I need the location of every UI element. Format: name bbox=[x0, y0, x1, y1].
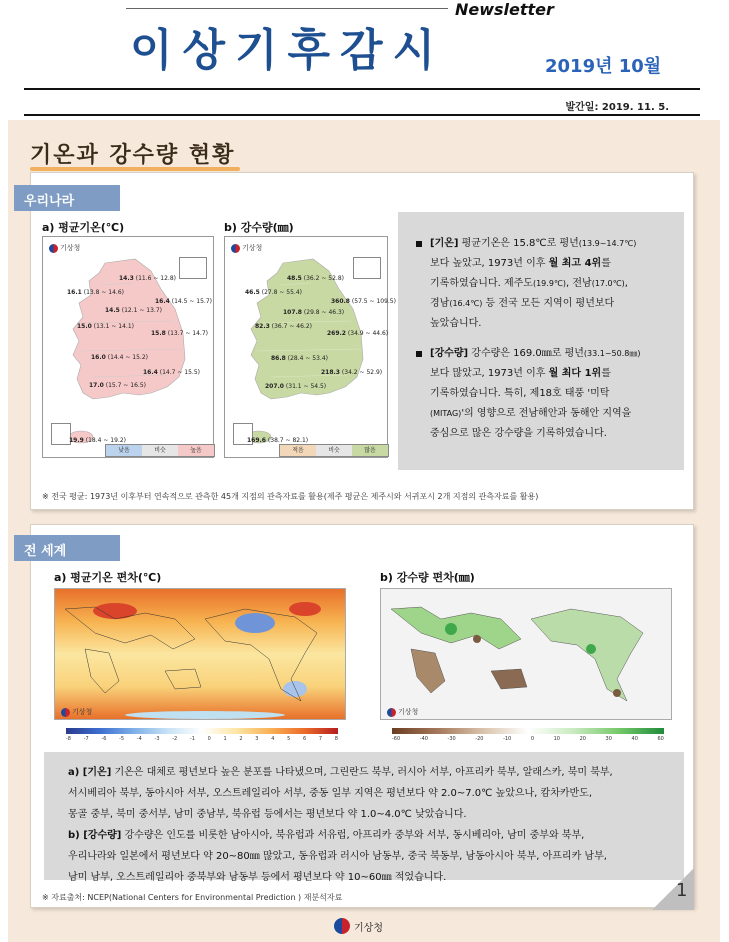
kma-name: 기상청 bbox=[398, 708, 419, 716]
korea-temp-map bbox=[42, 236, 214, 458]
section-title: 기온과 강수량 현황 bbox=[30, 142, 236, 168]
issue-month: 2019년 10월 bbox=[545, 56, 662, 77]
temp-region-7: 16.4 (14.7 ~ 15.5) bbox=[143, 369, 200, 376]
temp-region-0: 14.3 (11.6 ~ 12.8) bbox=[119, 275, 176, 282]
publish-date: 발간일: 2019. 11. 5. bbox=[565, 102, 669, 113]
precip-region-2: 360.8 (57.5 ~ 109.5) bbox=[331, 298, 396, 305]
korea-precip-summary: [강수량] 강수량은 169.0㎜로 평년(33.1~50.8㎜) 보다 많았고, 1973년 이후 월 최다 1위를 기록하였습니다. 특히, 제18호 태풍 '미탁 (MITAG)'의 영향으로 전남해안과 동해안 지역을 중심으로 많은 강수량을 기록하였습니다. bbox=[416, 344, 668, 444]
temp-legend bbox=[105, 444, 215, 457]
header-top-line bbox=[126, 8, 448, 9]
temp-region-8: 17.0 (15.7 ~ 16.5) bbox=[89, 382, 146, 389]
precip-legend bbox=[279, 444, 389, 457]
world-temp-map bbox=[54, 588, 346, 720]
world-temp-summary-1: a) [기온] 기온은 대체로 평년보다 높은 분포를 나타냈으며, 그린란드 북부, 러시아 서부, 아프리카 북부, 알래스카, 북미 북부, bbox=[68, 767, 613, 778]
temp-region-1: 16.1 (13.8 ~ 14.6) bbox=[67, 289, 124, 296]
precip-region-5: 269.2 (34.9 ~ 44.6) bbox=[327, 330, 389, 337]
korea-summary-box bbox=[398, 212, 684, 470]
legend-high: 높음 bbox=[178, 445, 214, 456]
data-source-note: ※ 자료출처: NCEP(National Centers for Environmental Prediction ) 재분석자료 bbox=[42, 893, 343, 902]
korea-temp-summary: [기온] 평균기온은 15.8℃로 평년(13.9~14.7℃) 보다 높았고, 1973년 이후 월 최고 4위를 기록하였습니다. 제주도(19.9℃), 전남(17.0℃), 경남(16.4℃) 등 전국 모든 지역이 평년보다 높았습니다. bbox=[416, 234, 668, 334]
legend-normal: 비슷 bbox=[316, 445, 352, 456]
world-precip-summary-3: 남미 남부, 오스트레일리아 중북부와 남동부 등에서 평년보다 약 10~60㎜ 적었습니다. bbox=[68, 872, 447, 883]
precip-region-7: 218.3 (34.2 ~ 52.9) bbox=[321, 369, 383, 376]
temp-region-2: 16.4 (14.5 ~ 15.7) bbox=[155, 298, 212, 305]
footer-agency-name: 기상청 bbox=[354, 922, 383, 934]
world-summary-box bbox=[44, 752, 684, 883]
world-temp-shape bbox=[55, 589, 345, 719]
ulleung-inset bbox=[353, 257, 381, 279]
korea-temp-label: a) 평균기온(℃) bbox=[42, 221, 125, 234]
korea-precip-label: b) 강수량(㎜) bbox=[224, 221, 294, 234]
temp-colorbar-ticks: -8 -7 -6 -5 -4 -3 -2 -1 0 1 2 3 4 5 6 7 8 bbox=[66, 736, 338, 742]
korea-precip-map bbox=[224, 236, 396, 458]
world-tab: 전 세계 bbox=[14, 535, 120, 561]
world-precip-shape bbox=[381, 589, 671, 719]
precip-colorbar bbox=[392, 728, 664, 734]
kma-emblem-icon bbox=[61, 708, 70, 717]
precip-region-6: 86.8 (28.4 ~ 53.4) bbox=[271, 355, 328, 362]
newsletter-label: Newsletter bbox=[455, 0, 554, 19]
kma-emblem-icon bbox=[387, 708, 396, 717]
precip-region-8: 207.0 (31.1 ~ 54.5) bbox=[265, 383, 327, 390]
header-rule bbox=[24, 88, 700, 90]
page-number: 1 bbox=[676, 880, 688, 901]
kma-name: 기상청 bbox=[242, 244, 263, 252]
temp-region-4: 15.0 (13.1 ~ 14.1) bbox=[77, 323, 134, 330]
world-precip-map bbox=[380, 588, 672, 720]
temp-region-3: 14.5 (12.1 ~ 13.7) bbox=[105, 307, 162, 314]
ulleung-inset bbox=[179, 257, 207, 279]
kma-logo bbox=[387, 707, 418, 717]
dokdo-inset bbox=[51, 423, 71, 445]
world-precip-summary-1: b) [강수량] 강수량은 인도를 비롯한 남아시아, 북유럽과 서유럽, 아프리카 중부와 서부, 동시베리아, 남미 중부와 북부, bbox=[68, 830, 585, 841]
world-temp-label: a) 평균기온 편차(℃) bbox=[54, 571, 162, 584]
world-precip-summary-2: 우리나라와 일본에서 평년보다 약 20~80㎜ 많았고, 동유럽과 러시아 남동부, 중국 북동부, 남동아시아 북부, 아프리카 남부, bbox=[68, 851, 607, 862]
legend-more: 많음 bbox=[352, 445, 388, 456]
kma-name: 기상청 bbox=[72, 708, 93, 716]
page-corner bbox=[652, 868, 694, 910]
korea-footnote: ※ 전국 평균: 1973년 이후부터 연속적으로 관측한 45개 지점의 관측자료를 활용(제주 평균은 제주시와 서귀포시 2개 지점의 관측자료를 활용) bbox=[42, 492, 539, 501]
world-temp-summary-3: 몽골 중부, 북미 중서부, 남미 중남부, 북유럽 등에서는 평년보다 약 1.0~4.0℃ 낮았습니다. bbox=[68, 809, 467, 820]
kma-emblem-icon bbox=[334, 918, 350, 934]
precip-region-0: 48.5 (36.2 ~ 52.8) bbox=[287, 275, 344, 282]
legend-normal: 비슷 bbox=[142, 445, 178, 456]
precip-region-3: 107.8 (29.8 ~ 46.3) bbox=[283, 309, 345, 316]
precip-region-9: 169.6 (38.7 ~ 82.1) bbox=[247, 437, 309, 444]
korea-tab: 우리나라 bbox=[14, 185, 120, 211]
legend-low: 낮음 bbox=[106, 445, 142, 456]
precip-region-4: 82.3 (36.7 ~ 46.2) bbox=[255, 323, 312, 330]
legend-less: 적음 bbox=[280, 445, 316, 456]
world-precip-label: b) 강수량 편차(㎜) bbox=[380, 571, 475, 584]
footer-agency-logo bbox=[334, 918, 383, 934]
precip-region-1: 46.5 (27.8 ~ 55.4) bbox=[245, 289, 302, 296]
kma-logo bbox=[61, 707, 92, 717]
kma-name: 기상청 bbox=[60, 244, 81, 252]
temp-region-5: 15.8 (13.7 ~ 14.7) bbox=[151, 330, 208, 337]
world-temp-summary-2: 서시베리아 북부, 동아시아 서부, 오스트레일리아 서부, 중동 일부 지역은 평년보다 약 2.0~7.0℃ 높았으나, 캄차카반도, bbox=[68, 788, 593, 799]
newsletter-title: 이상기후감시 bbox=[130, 25, 446, 76]
temp-colorbar bbox=[66, 728, 338, 734]
temp-region-6: 16.0 (14.4 ~ 15.2) bbox=[91, 354, 148, 361]
precip-colorbar-ticks: -60 -40 -30 -20 -10 0 10 20 30 40 60 bbox=[392, 736, 664, 742]
header-rule-bottom bbox=[24, 114, 700, 116]
temp-region-9: 19.9 (18.4 ~ 19.2) bbox=[69, 437, 126, 444]
